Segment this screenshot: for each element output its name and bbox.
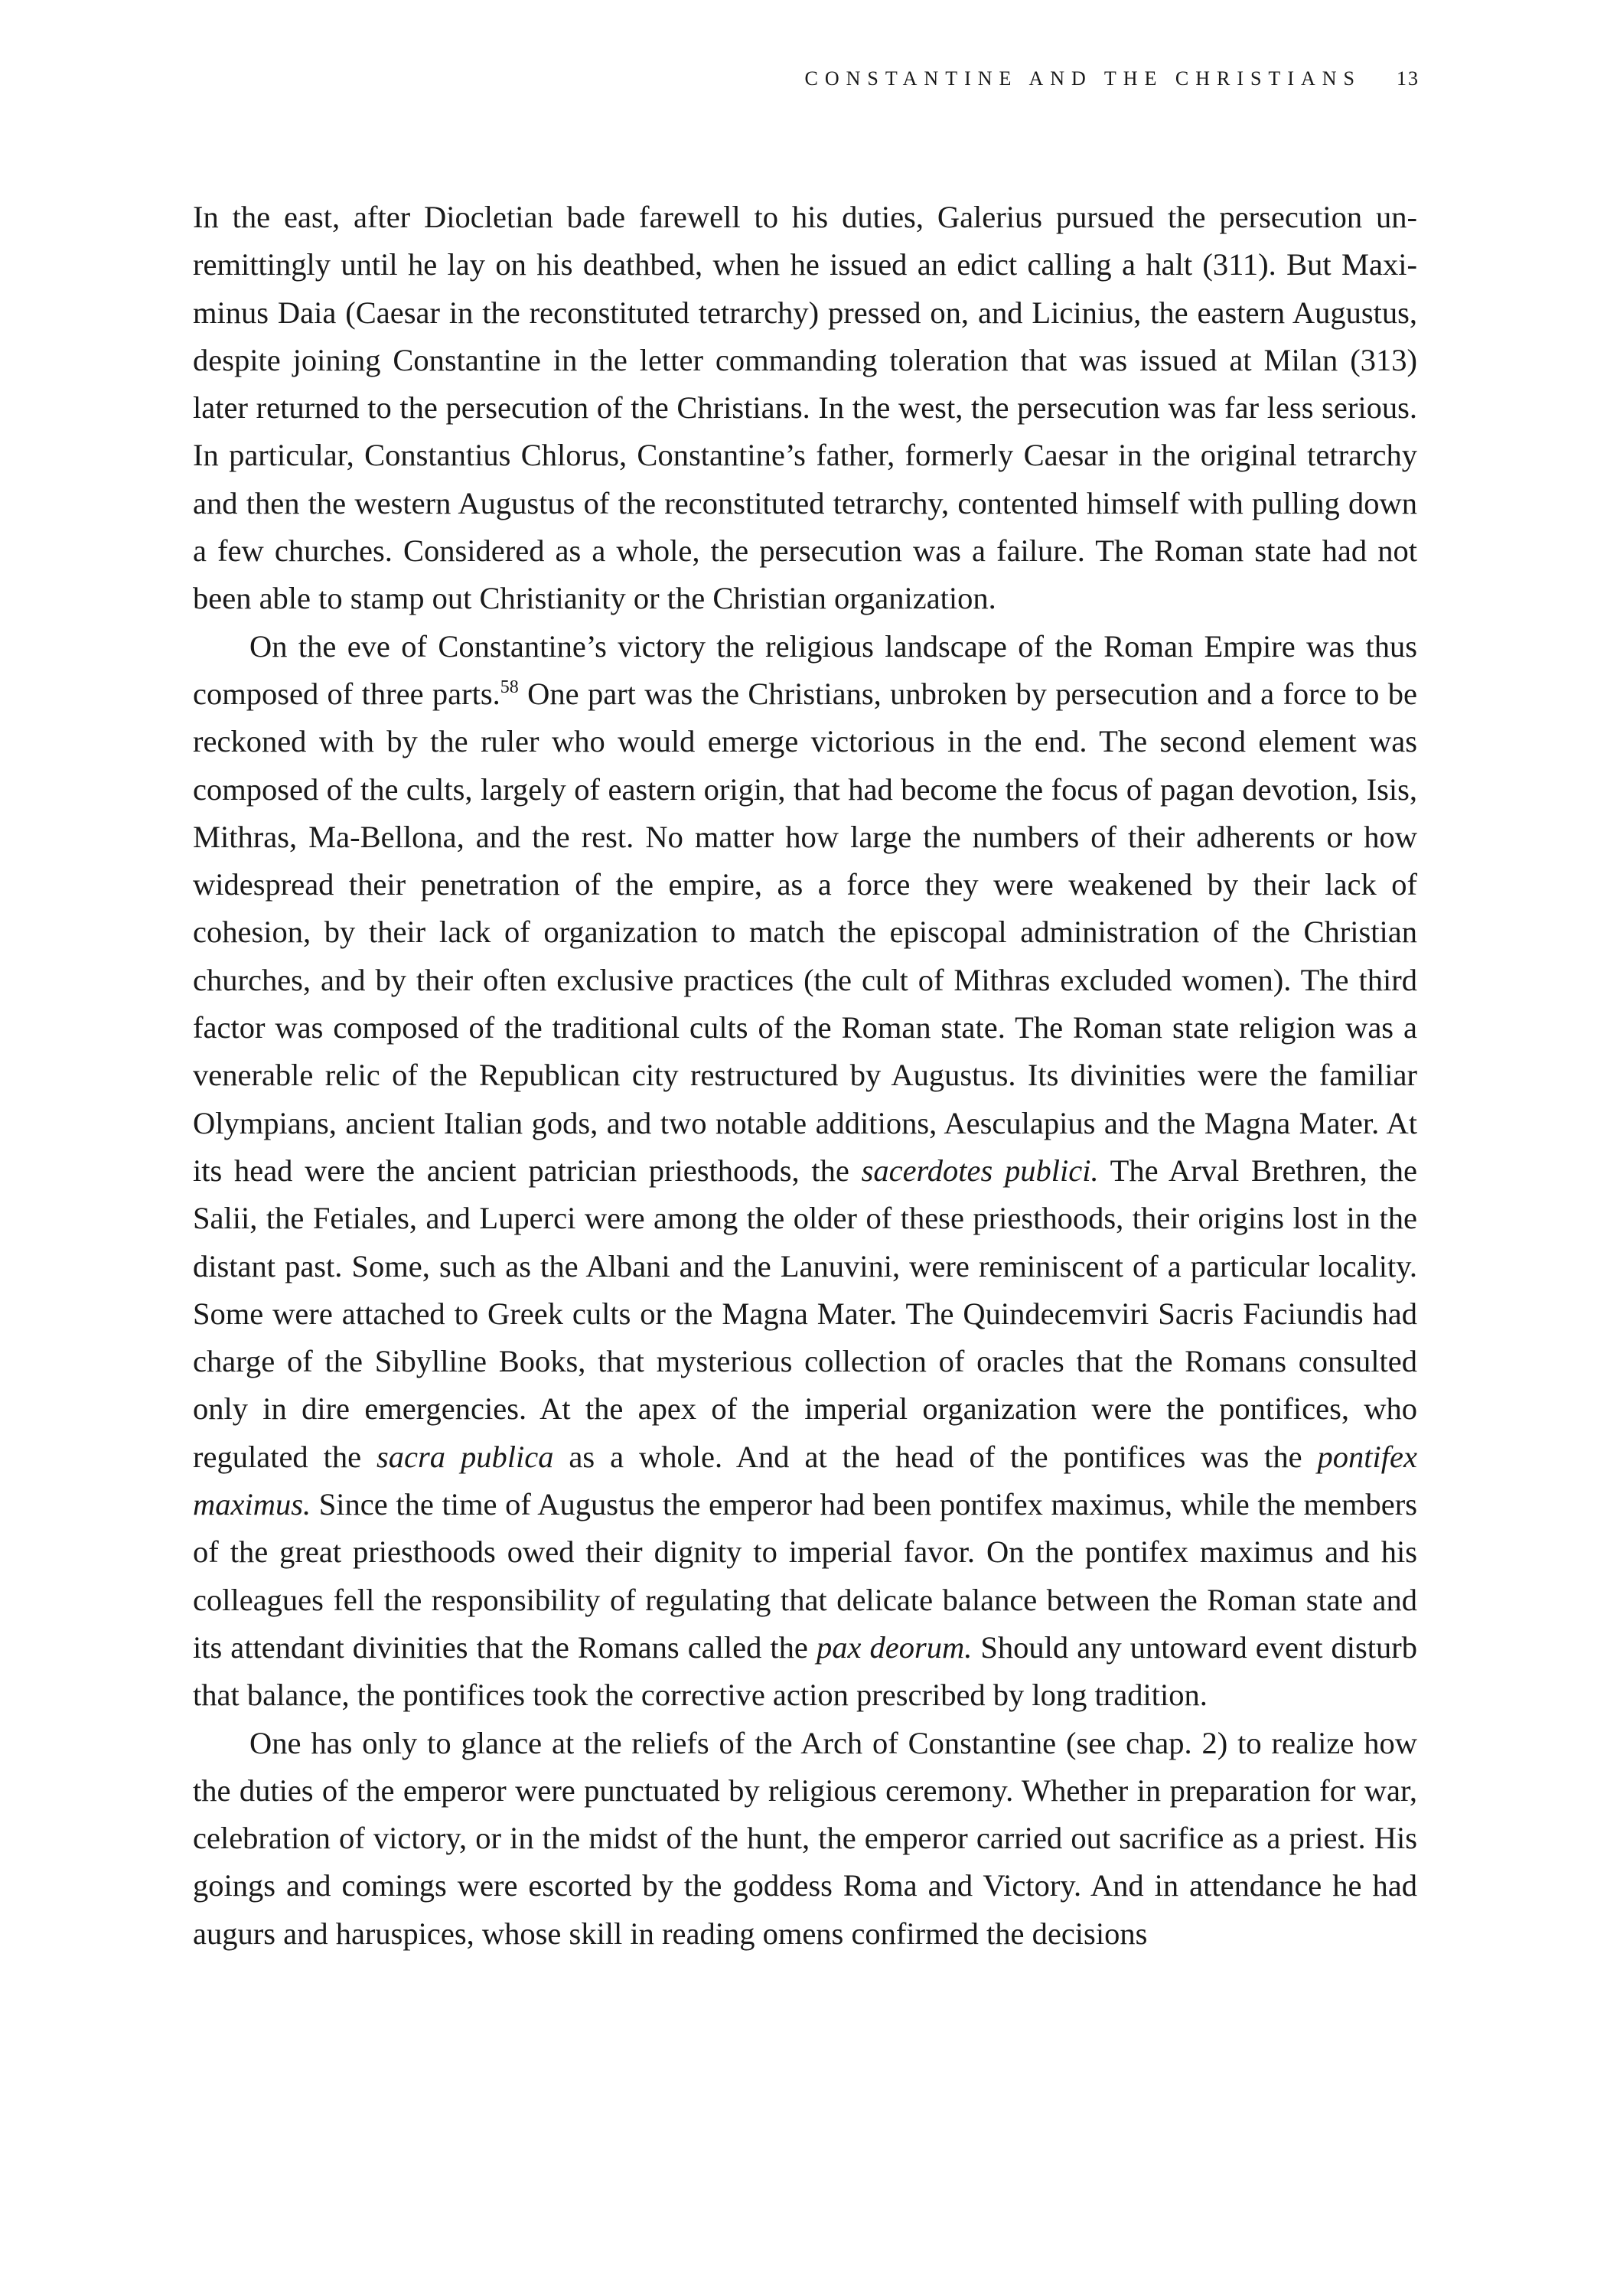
paragraph-2-text-c: The Arval Brethren, the Salii, the Fetiales, and Luperci were among the older of these priesthoods, their origins lost in the distant past. Some, such as the Albani and the Lanuvini, were reminiscent of a particular locality. Some were attached to Greek cults or the Magna Mater. The Quindecemviri Sacris Faciundis had charge of the Sibylline Books, that mysterious collection of oracles that the Romans consulted only in dire emergencies. At the apex of the imperial organization were the pontifices, who regulated the bbox=[193, 1153, 1418, 1474]
paragraph-3 bbox=[193, 1720, 1417, 1958]
italic-pontifex-maximus: pontifex maximus. bbox=[193, 1439, 1417, 1522]
paragraph-2-text-f: Should any untoward event disturb that balance, the pontifices took the corrective action prescribed by long tradition. bbox=[193, 1629, 1417, 1713]
running-head-title: CONSTANTINE AND THE CHRISTIANS bbox=[804, 67, 1361, 90]
paragraph-2-text-b: One part was the Christians, unbroken by persecution and a force to be reckoned with by the ruler who would emerge victorious in the end. The second element was composed of the cults, largely of eastern origin, that had become the focus of pagan devotion, Isis, Mithras, Ma-Bellona, and the rest. No matter how large the numbers of their adherents or how widespread their penetration of the empire, as a force they were weakened by their lack of cohesion, by their lack of organization to match the episcopal administration of the Christian churches, and by their often exclusive practices (the cult of Mithras excluded women). The third factor was composed of the traditional cults of the Roman state. The Roman state religion was a venerable relic of the Republican city restructured by Augustus. Its divinities were the familiar Olympians, ancient Italian gods, and two notable additions, Aesculapius and the Magna Mater. At its head were the ancient patrician priesthoods, the bbox=[193, 676, 1418, 1188]
paragraph-1 bbox=[193, 194, 1417, 623]
paragraph-2 bbox=[193, 623, 1417, 1720]
paragraph-3-text: One has only to glance at the reliefs of the Arch of Constantine (see chap. 2) to realize how the duties of the emperor were punctuated by religious ceremony. Whether in preparation for war, celebration of victory, or in the midst of the hunt, the emperor carried out sacrifice as a priest. His goings and comings were escorted by the goddess Roma and Victory. And in attendance he had augurs and haruspices, whose skill in reading omens confirmed the decisions bbox=[193, 1725, 1417, 1951]
paragraph-2-text-a: On the eve of Constantine’s victory the religious landscape of the Roman Empire was thus composed of three parts. bbox=[193, 628, 1417, 711]
paragraph-2-text-d: as a whole. And at the head of the pontifices was the bbox=[553, 1439, 1318, 1474]
italic-pax-deorum: pax deorum. bbox=[816, 1629, 973, 1665]
paragraph-1-text: In the east, after Diocletian bade farewell to his duties, Galerius pursued the persecution unremittingly until he lay on his deathbed, when he issued an edict calling a halt (311). But Maximinus Daia (Caesar in the reconstituted tetrarchy) pressed on, and Licinius, the eastern Augustus, despite joining Constantine in the letter commanding toleration that was issued at Milan (313) later returned to the persecution of the Christians. In the west, the persecution was far less serious. In particular, Constantius Chlorus, Constantine’s father, formerly Caesar in the original tetrarchy and then the western Augustus of the reconstituted tetrarchy, contented himself with pulling down a few churches. Considered as a whole, the persecution was a failure. The Roman state had not been able to stamp out Christianity or the Christian organization. bbox=[193, 200, 1417, 616]
page-number: 13 bbox=[1397, 67, 1420, 90]
footnote-marker-58: 58 bbox=[500, 677, 519, 697]
running-head bbox=[804, 67, 1420, 90]
italic-sacra-publica: sacra publica bbox=[376, 1439, 554, 1474]
italic-sacerdotes-publici: sacerdotes publici. bbox=[861, 1153, 1099, 1188]
body-text bbox=[193, 194, 1417, 1958]
paragraph-2-text-e: Since the time of Augustus the emperor had been pontifex maximus, while the members of the great priesthoods owed their dignity to imperial favor. On the pontifex maximus and his colleagues fell the responsibility of regulating that delicate balance between the Roman state and its attendant divinities that the Romans called the bbox=[193, 1487, 1417, 1665]
